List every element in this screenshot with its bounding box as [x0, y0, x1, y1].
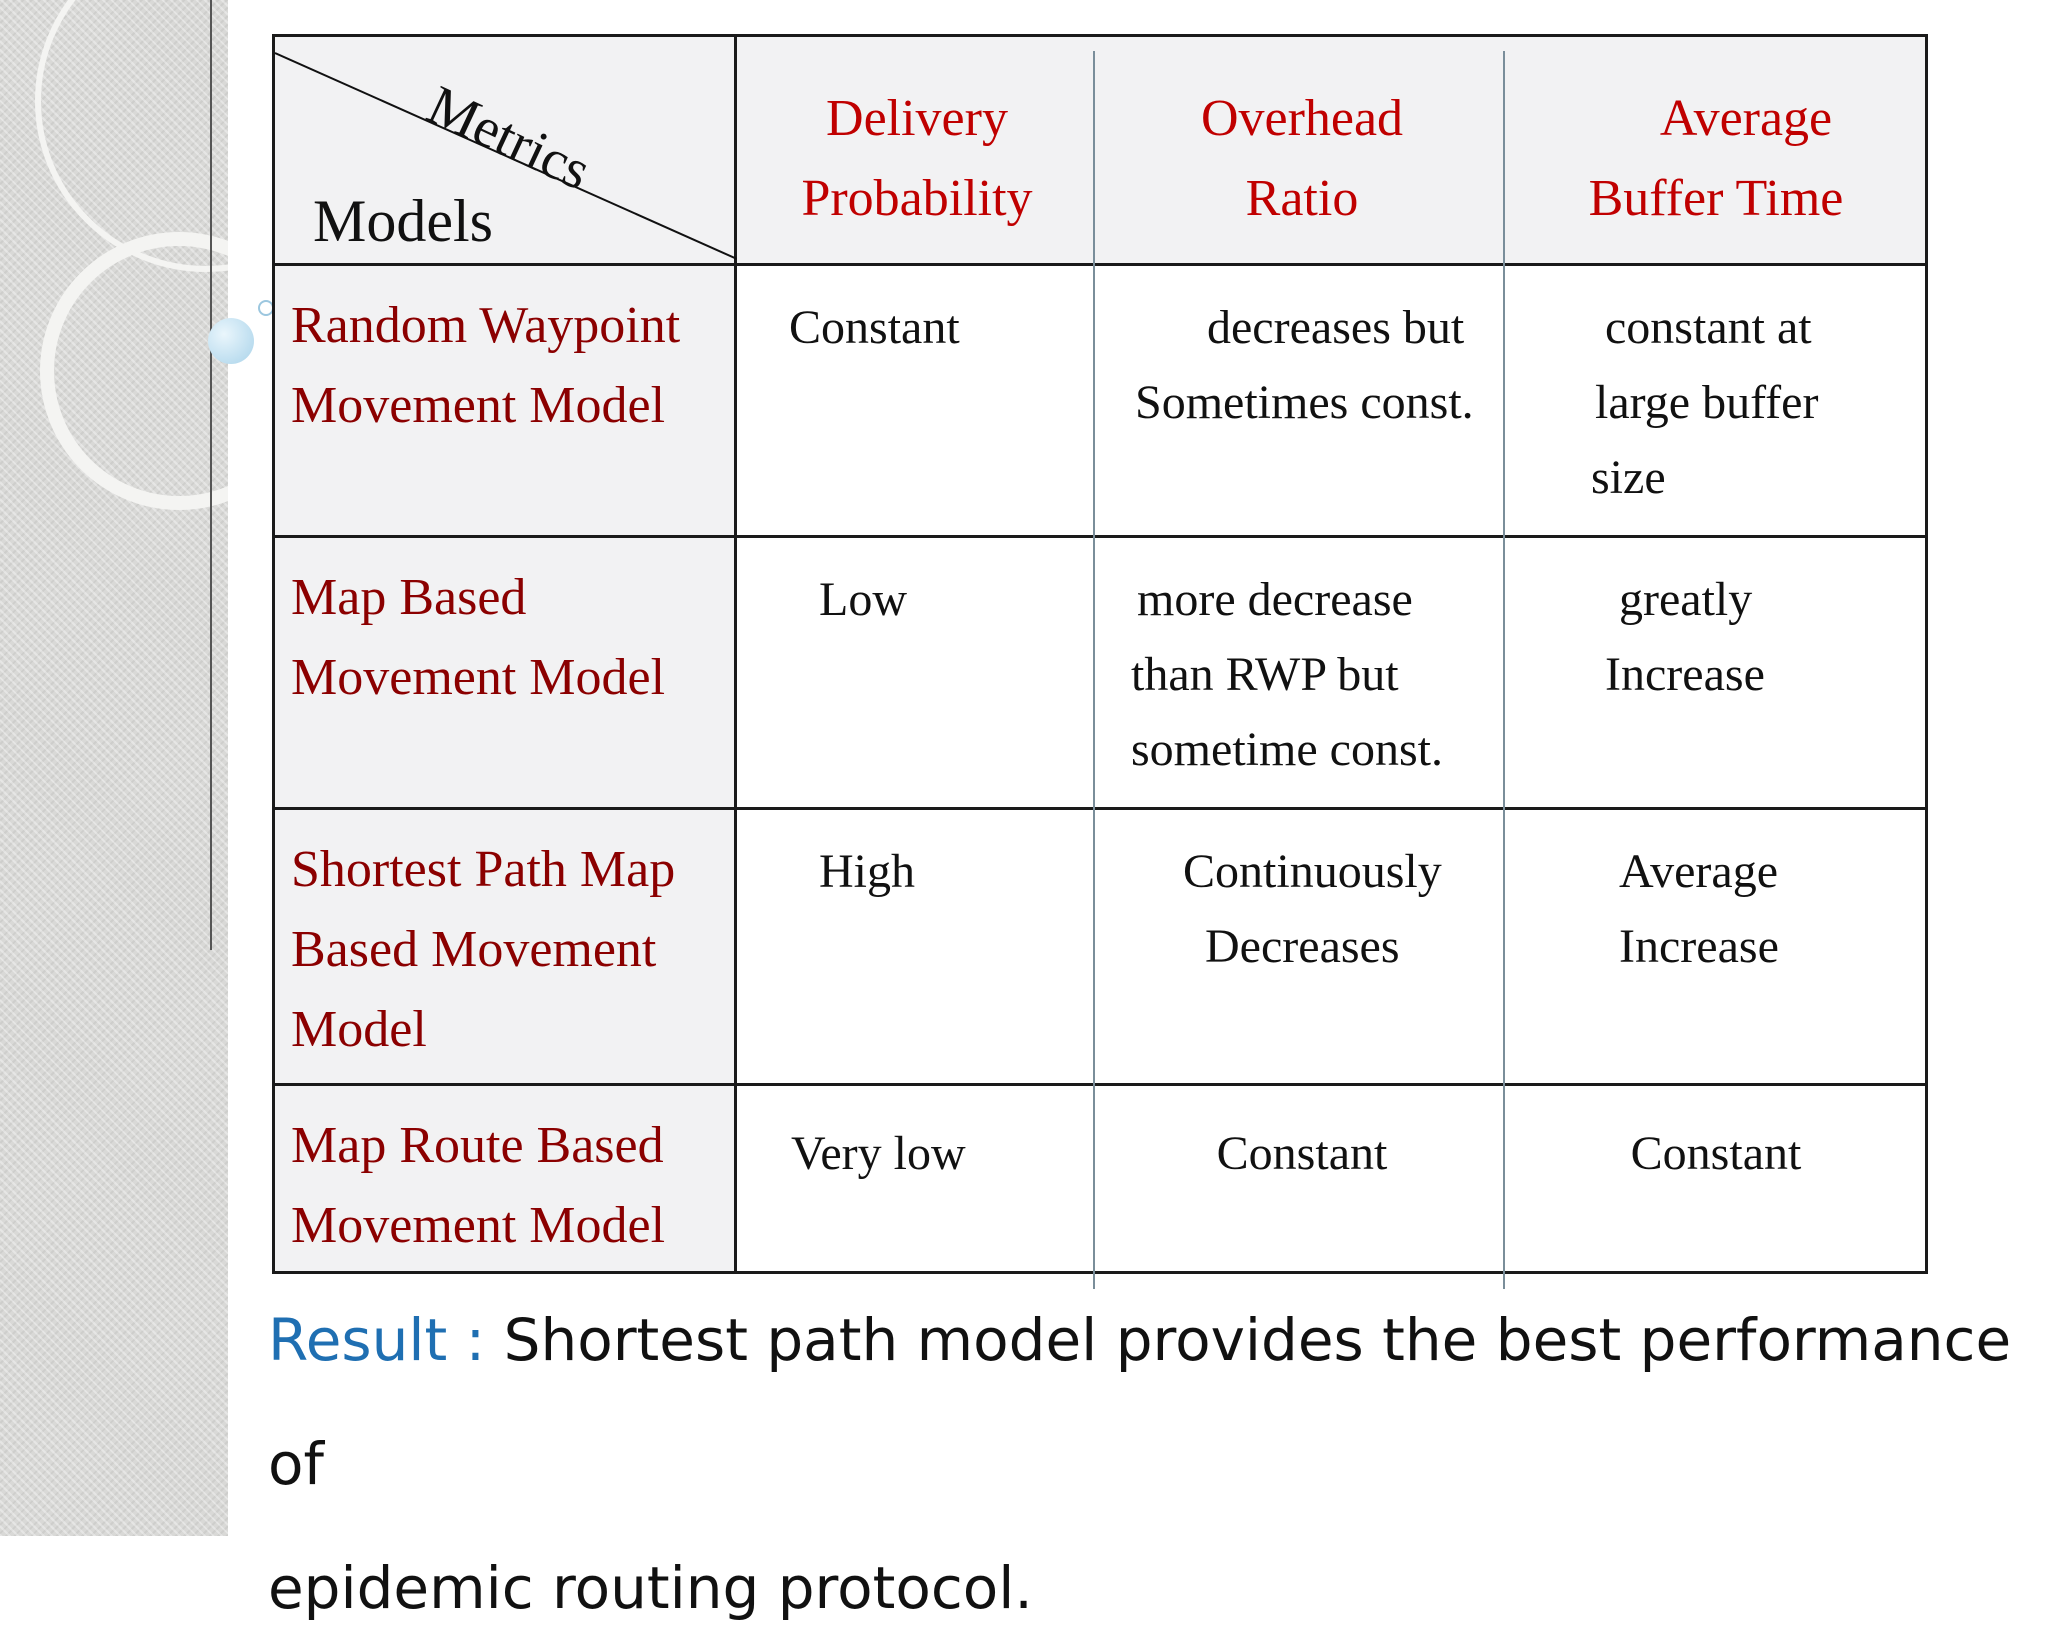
table-row	[275, 807, 1925, 1083]
result-label: Result :	[268, 1306, 486, 1374]
overhead-value: Continuously Decreases	[1183, 845, 1442, 973]
header-average-buffer-time: Average Buffer Time	[1588, 90, 1844, 227]
corner-cell	[275, 37, 737, 263]
decorative-side-strip	[0, 0, 228, 1536]
model-random-waypoint: Random Waypoint Movement Model	[275, 266, 737, 535]
overhead-value: more decrease than RWP but sometime const.	[1131, 573, 1443, 776]
table-row	[275, 263, 1925, 535]
column-divider	[1503, 51, 1505, 1289]
result-text-line2: epidemic routing protocol.	[268, 1554, 1033, 1622]
buffer-value: Constant	[1630, 1127, 1802, 1180]
header-overhead-ratio: Overhead Ratio	[1200, 90, 1404, 227]
delivery-value: Low	[819, 573, 907, 626]
decorative-ring	[40, 232, 228, 510]
comparison-table	[272, 34, 1928, 1274]
decorative-bubble	[208, 318, 254, 364]
decorative-ring	[35, 0, 228, 272]
buffer-value: Average Increase	[1619, 845, 1779, 973]
delivery-value: Very low	[791, 1127, 966, 1180]
model-map-route-based: Map Route Based Movement Model	[275, 1086, 737, 1271]
buffer-value: greatly Increase	[1605, 573, 1765, 701]
decorative-divider	[210, 0, 212, 950]
overhead-value: Constant	[1216, 1127, 1388, 1180]
delivery-value: High	[819, 845, 915, 898]
models-label: Models	[313, 188, 493, 254]
buffer-value: constant at large buffer size	[1591, 301, 1819, 504]
table-row	[275, 535, 1925, 807]
overhead-value: decreases but Sometimes const.	[1135, 301, 1474, 429]
column-divider	[1093, 51, 1095, 1289]
result-statement	[268, 1278, 2028, 1650]
model-shortest-path: Shortest Path Map Based Movement Model	[275, 810, 737, 1083]
table-header-row	[275, 37, 1925, 263]
delivery-value: Constant	[789, 301, 960, 354]
model-map-based: Map Based Movement Model	[275, 538, 737, 807]
result-text-line1: Shortest path model provides the best performance of	[268, 1306, 2012, 1498]
metrics-label: Metrics	[418, 73, 600, 203]
header-delivery-probability: Delivery Probability	[801, 90, 1033, 227]
table-row	[275, 1083, 1925, 1271]
